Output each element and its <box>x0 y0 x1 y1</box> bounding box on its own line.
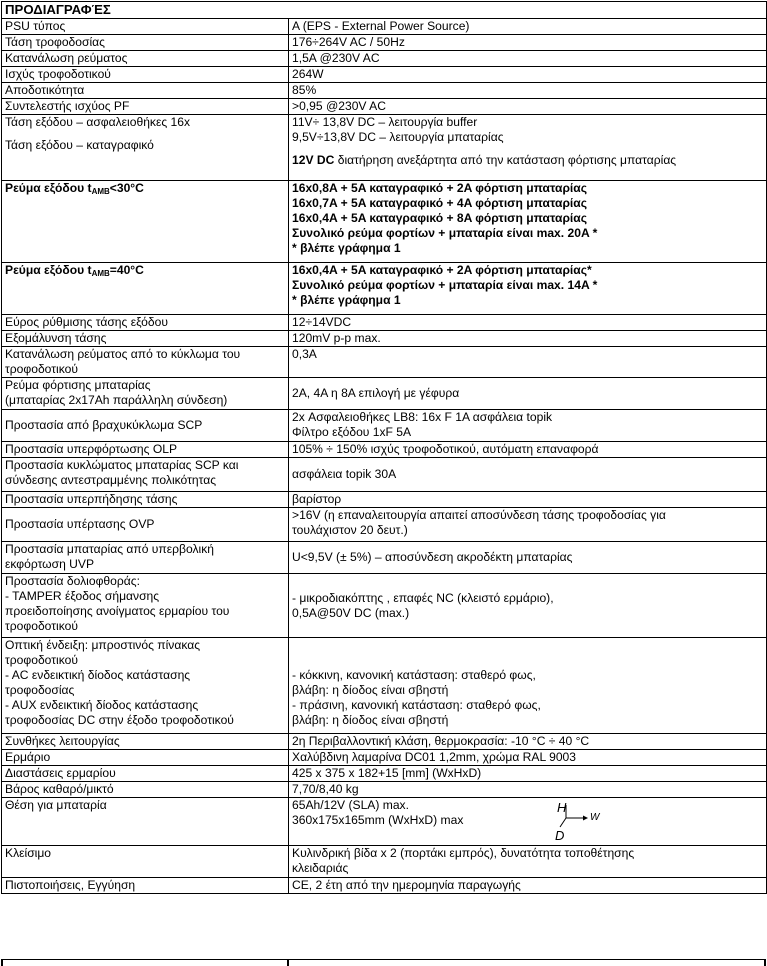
spec-value: 2A, 4A η 8A επιλογή με γέφυρα <box>289 378 767 410</box>
table-row <box>2 798 767 846</box>
table-row <box>2 35 767 51</box>
value-line: 16x0,8A + 5A καταγραφικό + 2A φόρτιση μπαταρίας <box>292 181 588 195</box>
axis-w-label: W <box>590 812 600 823</box>
specifications-table <box>1 1 767 894</box>
value-line: 16x0,7A + 5A καταγραφικό + 4A φόρτιση μπαταρίας <box>292 196 588 210</box>
spec-label: Κατανάλωση ρεύματος <box>2 51 289 67</box>
value-line: Συνολικό ρεύμα φορτίων + μπαταρία είναι max. 14A * <box>292 278 598 292</box>
table-row <box>2 458 767 492</box>
spec-label: Εύρος ρύθμισης τάσης εξόδου <box>2 315 289 331</box>
spec-value: 12÷14VDC <box>289 315 767 331</box>
spec-label: Προστασία υπέρτασης OVP <box>2 508 289 542</box>
spec-value: 176÷264V AC / 50Hz <box>289 35 767 51</box>
label-line: Τάση εξόδου – ασφαλειοθήκες 16x <box>5 115 191 129</box>
dimension-axes-icon <box>554 798 606 842</box>
spec-value: - μικροδιακόπτης , επαφές NC (κλειστό ερμάριο), 0,5A@50V DC (max.) <box>289 574 767 638</box>
table-row <box>2 638 767 734</box>
value-bold: 12V DC <box>292 153 335 167</box>
spec-label: Αποδοτικότητα <box>2 83 289 99</box>
spec-label: Ισχύς τροφοδοτικού <box>2 67 289 83</box>
value-line: Συνολικό ρεύμα φορτίων + μπαταρία είναι max. 20A * <box>292 226 598 240</box>
spec-label: Προστασία υπερπήδησης τάσης <box>2 492 289 508</box>
table-title-row <box>2 2 767 19</box>
spec-label: Ρεύμα φόρτισης μπαταρίας (μπαταρίας 2x17Ah παράλληλη σύνδεση) <box>2 378 289 410</box>
spec-label: Συντελεστής ισχύος PF <box>2 99 289 115</box>
spec-label: Βάρος καθαρό/μικτό <box>2 782 289 798</box>
spec-label: Πιστοποιήσεις, Εγγύηση <box>2 878 289 894</box>
spec-value: 7,70/8,40 kg <box>289 782 767 798</box>
value-line: 16x0,4A + 5A καταγραφικό + 2A φόρτιση μπαταρίας* <box>292 263 592 277</box>
value-line: 11V÷ 13,8V DC – λειτουργία buffer <box>292 115 478 129</box>
spec-value: >0,95 @230V AC <box>289 99 767 115</box>
spec-label: Θέση για μπαταρία <box>2 798 289 846</box>
spec-value: ασφάλεια topik 30A <box>289 458 767 492</box>
table-row <box>2 750 767 766</box>
spec-label: Ρεύμα εξόδου $t_{AMB}=40^\circ C$ <box>2 263 289 315</box>
spec-value: 85% <box>289 83 767 99</box>
value-line <box>292 153 764 168</box>
table-row <box>2 782 767 798</box>
table-row <box>2 542 767 574</box>
axis-d-label: D <box>555 828 565 842</box>
spec-value: Κυλινδρική βίδα x 2 (πορτάκι εμπρός), δυνατότητα τοποθέτησης κλειδαριάς <box>289 846 767 878</box>
spec-label: Εξομάλυνση τάσης <box>2 331 289 347</box>
table-row <box>2 67 767 83</box>
table-row <box>2 115 767 181</box>
spec-value: - κόκκινη, κανονική κατάσταση: σταθερό φως, βλάβη: η δίοδος είναι σβηστή - πράσινη, κανονική κατάσταση: σταθερό φως, βλάβη: η δίοδος είναι σβηστή <box>289 638 767 734</box>
spec-value: 2η Περιβαλλοντική κλάση, θερμοκρασία: -10 °C ÷ 40 °C <box>289 734 767 750</box>
spec-value: 1,5A @230V AC <box>289 51 767 67</box>
spec-value: 120mV p-p max. <box>289 331 767 347</box>
value-line: * βλέπε γράφημα 1 <box>292 241 401 255</box>
spec-label: Κλείσιμο <box>2 846 289 878</box>
spec-label: Προστασία μπαταρίας από υπερβολική εκφόρτωση UVP <box>2 542 289 574</box>
table-row <box>2 99 767 115</box>
axis-h-label: H <box>557 800 567 815</box>
spec-label: Ρεύμα εξόδου $t_{AMB}<30^\circ C$ <box>2 181 289 263</box>
table-row <box>2 766 767 782</box>
spec-label: Ερμάριο <box>2 750 289 766</box>
spec-value: βαρίστορ <box>289 492 767 508</box>
table-row <box>2 878 767 894</box>
table-row <box>2 574 767 638</box>
table-row <box>2 492 767 508</box>
spec-label: Τάση τροφοδοσίας <box>2 35 289 51</box>
spec-value: >16V (η επαναλειτουργία απαιτεί αποσύνδεση τάσης τροφοδοσίας για τουλάχιστον 20 δευτ.) <box>289 508 767 542</box>
spec-value: 425 x 375 x 182+15 [mm] (WxHxD) <box>289 766 767 782</box>
table-row <box>2 51 767 67</box>
spec-label: Προστασία δολιοφθοράς: - TAMPER έξοδος σήμανσης προειδοποίησης ανοίγματος ερμαρίου του τροφοδοτικού <box>2 574 289 638</box>
spec-value: 65Ah/12V (SLA) max. 360x175x165mm (WxHxD) max H W D <box>289 798 767 846</box>
spec-value: 0,3A <box>289 347 767 378</box>
spec-value: 105% ÷ 150% ισχύς τροφοδοτικού, αυτόματη επαναφορά <box>289 442 767 458</box>
spec-value <box>289 115 767 181</box>
spec-label <box>2 115 289 181</box>
spec-value: CE, 2 έτη από την ημερομηνία παραγωγής <box>289 878 767 894</box>
spec-value: U<9,5V (± 5%) – αποσύνδεση ακροδέκτη μπαταρίας <box>289 542 767 574</box>
spec-label: Συνθήκες λειτουργίας <box>2 734 289 750</box>
table-row <box>2 347 767 378</box>
table-row <box>2 181 767 263</box>
table-row <box>2 331 767 347</box>
spec-label: Οπτική ένδειξη: μπροστινός πίνακας τροφοδοτικού - AC ενδεικτική δίοδος κατάστασης τροφοδοσίας - AUX ενδεικτική δίοδος κατάστασης τροφοδοσίας DC στην έξοδο τροφοδοτικού <box>2 638 289 734</box>
spec-value <box>289 181 767 263</box>
table-row <box>2 263 767 315</box>
spec-label: Κατανάλωση ρεύματος από το κύκλωμα του τροφοδοτικού <box>2 347 289 378</box>
table-row <box>2 508 767 542</box>
spec-label: PSU τύπος <box>2 19 289 35</box>
spec-label: Προστασία από βραχυκύκλωμα SCP <box>2 410 289 442</box>
table-row <box>2 846 767 878</box>
table-row <box>2 734 767 750</box>
table-row <box>2 442 767 458</box>
value-line: 16x0,4A + 5A καταγραφικό + 8A φόρτιση μπαταρίας <box>292 211 588 225</box>
value-rest: διατήρηση ανεξάρτητα από την κατάσταση φόρτισης μπαταρίας <box>334 153 677 167</box>
table-row <box>2 19 767 35</box>
spec-label: Προστασία υπερφόρτωσης OLP <box>2 442 289 458</box>
table-row <box>2 410 767 442</box>
spec-label: Διαστάσεις ερμαρίου <box>2 766 289 782</box>
table-row <box>2 83 767 99</box>
spec-value: 264W <box>289 67 767 83</box>
label-line: Τάση εξόδου – καταγραφικό <box>5 138 154 152</box>
value-line: * βλέπε γράφημα 1 <box>292 293 401 307</box>
value-line: 9,5V÷13,8V DC – λειτουργία μπαταρίας <box>292 130 504 144</box>
spec-value: 2x Ασφαλειοθήκες LB8: 16x F 1A ασφάλεια topik Φίλτρο εξόδου 1xF 5A <box>289 410 767 442</box>
table-row <box>2 315 767 331</box>
table-row <box>2 378 767 410</box>
table-title: ΠΡΟΔΙΑΓΡΑΦΈΣ <box>2 2 767 19</box>
spec-value: A (EPS - External Power Source) <box>289 19 767 35</box>
spec-label: Προστασία κυκλώματος μπαταρίας SCP και σύνδεσης αντεστραμμένης πολικότητας <box>2 458 289 492</box>
spec-value <box>289 263 767 315</box>
spec-value: Χαλύβδινη λαμαρίνα DC01 1,2mm, χρώμα RAL 9003 <box>289 750 767 766</box>
